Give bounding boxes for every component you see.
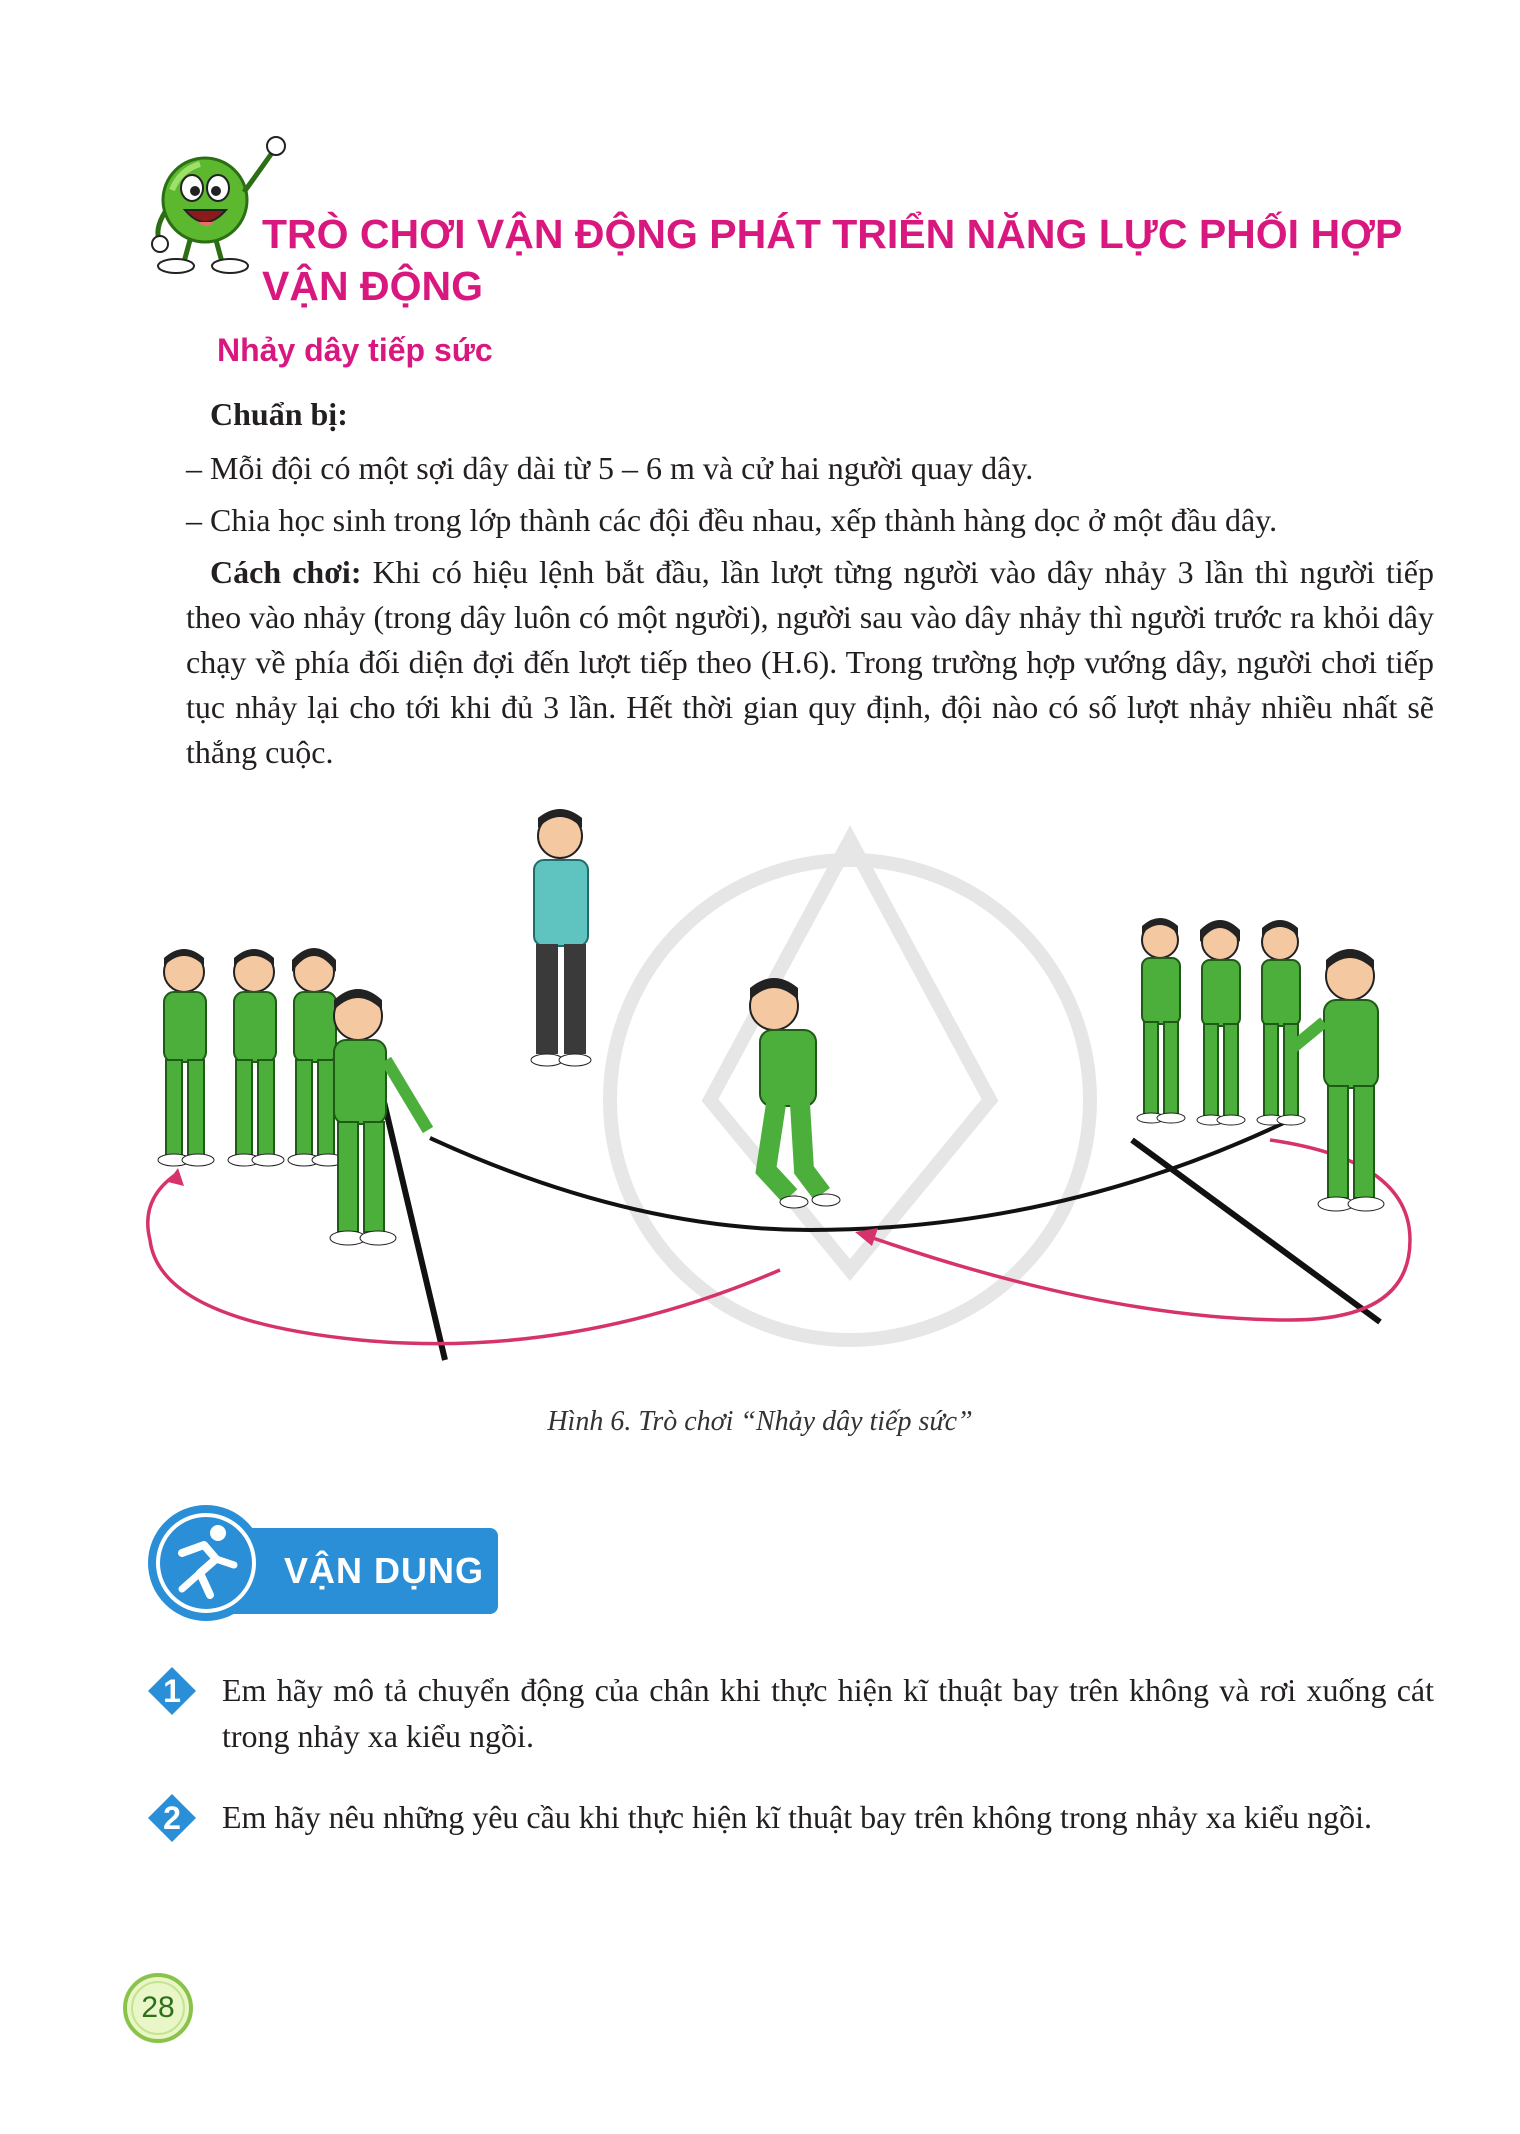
page-number: 28 xyxy=(141,1991,175,2024)
apply-section-badge xyxy=(146,1503,498,1623)
figure-caption: Hình 6. Trò chơi “Nhảy dây tiếp sức” xyxy=(547,1406,973,1437)
question-number: 2 xyxy=(163,1800,181,1836)
section-title: TRÒ CHƠI VẬN ĐỘNG PHÁT TRIỂN NĂNG LỰC PHỐI HỢP VẬN ĐỘNG xyxy=(262,211,1402,309)
prep-item-2: – Chia học sinh trong lớp thành các đội đều nhau, xếp thành hàng dọc ở một đầu dây. xyxy=(186,502,1278,538)
teacher xyxy=(531,809,591,1066)
runner-icon xyxy=(146,1503,266,1623)
prep-item-1: – Mỗi đội có một sợi dây dài từ 5 – 6 m và cử hai người quay dây. xyxy=(186,450,1034,486)
start-line xyxy=(380,1085,445,1360)
return-path-left xyxy=(148,1175,780,1344)
jumping-student xyxy=(750,978,840,1208)
rules-text: Khi có hiệu lệnh bắt đầu, lần lượt từng người vào dây nhảy 3 lần thì người tiếp theo vào nhảy (trong dây luôn có một người), người sau vào dây nhảy thì người trước ra khỏi dây chạy về phía đối diện đợi đến lượt tiếp theo (H.6). Trong trường hợp vướng dây, người chơi tiếp tục nhảy lại cho tới khi đủ 3 lần. Hết thời gian quy định, đội nào có số lượt nhảy nhiều nhất sẽ thắng cuộc. xyxy=(186,554,1434,770)
sub-title: Nhảy dây tiếp sức xyxy=(217,332,493,368)
question-1 xyxy=(146,1665,1436,1765)
rope-turner-right xyxy=(1290,949,1384,1211)
apply-label: VẬN DỤNG xyxy=(284,1550,485,1591)
rope-turner-left xyxy=(330,989,428,1245)
rope xyxy=(430,1120,1290,1230)
prep-label: Chuẩn bị: xyxy=(210,396,348,432)
rules-label: Cách chơi: xyxy=(210,554,362,590)
question-2 xyxy=(146,1792,1436,1892)
page-number-badge xyxy=(122,1972,194,2044)
watermark-logo xyxy=(610,840,1090,1340)
rules-paragraph xyxy=(186,550,1434,775)
jump-rope-illustration xyxy=(110,800,1430,1380)
question-text: Em hãy mô tả chuyển động của chân khi thực hiện kĩ thuật bay trên không và rơi xuống cát trong nhảy xa kiểu ngồi. xyxy=(222,1672,1434,1754)
question-number: 1 xyxy=(163,1673,181,1709)
student-queue-left xyxy=(158,948,428,1245)
question-text: Em hãy nêu những yêu cầu khi thực hiện kĩ thuật bay trên không trong nhảy xa kiểu ngồi. xyxy=(222,1799,1372,1835)
